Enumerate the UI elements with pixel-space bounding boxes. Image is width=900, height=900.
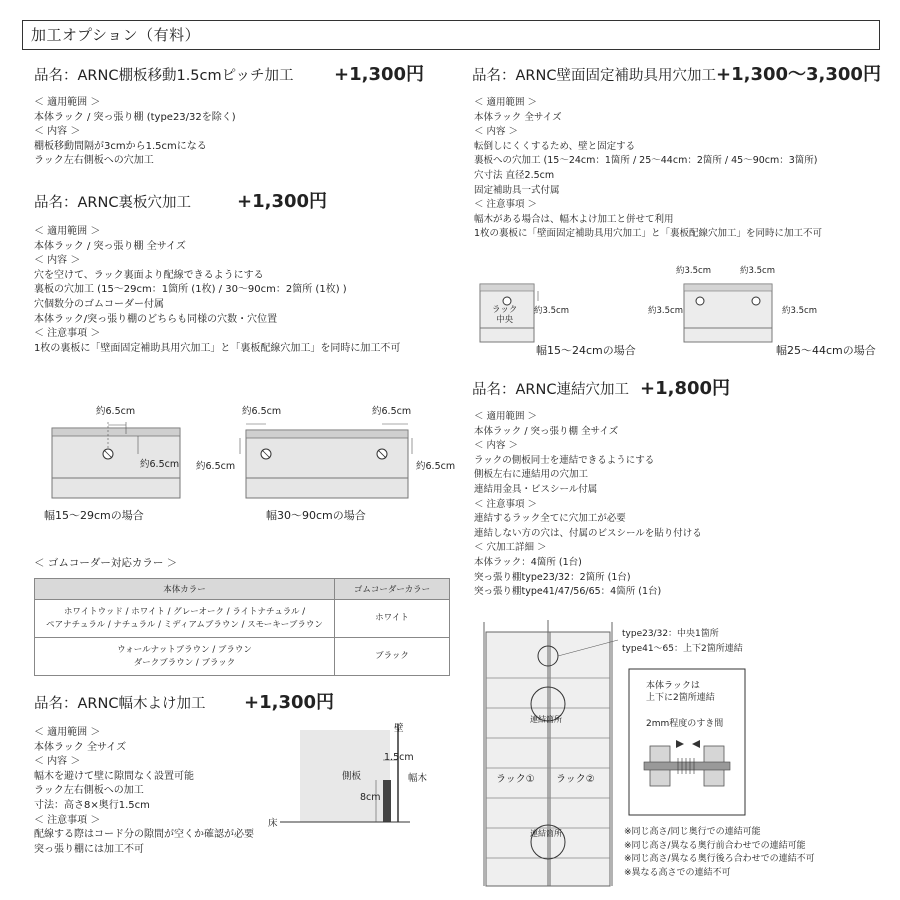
caption-wall-fix-wide: 幅25～44cmの場合 <box>776 344 876 357</box>
table-header-coder-color: ゴムコーダーカラー <box>335 579 450 600</box>
product-name-wall-fix: 品名：ARNC壁面固定補助具用穴加工 <box>472 68 716 84</box>
price-shelf-pitch: +1,300円 <box>334 64 425 85</box>
back-hole-wide-diagram <box>240 420 420 502</box>
connect-racks-diagram <box>478 618 618 890</box>
label-rack-2: ラック② <box>556 774 595 785</box>
price-back-hole: +1,300円 <box>237 191 328 212</box>
color-table-title: ＜ ゴムコーダー対応カラー ＞ <box>34 557 178 569</box>
label-approx-3-5-b: 約3.5cm <box>676 266 711 276</box>
price-baseboard: +1,300円 <box>244 692 335 713</box>
wall-fix-wide-diagram <box>680 282 780 346</box>
label-approx-6-5-f: 約6.5cm <box>416 461 456 472</box>
label-depth: 1.5cm <box>384 752 414 763</box>
label-approx-6-5-d: 約6.5cm <box>372 406 412 417</box>
rubber-coder-color-table <box>34 578 450 676</box>
caption-back-hole-narrow: 幅15～29cmの場合 <box>44 509 144 522</box>
product-name-baseboard: 品名：ARNC幅木よけ加工 <box>34 696 206 712</box>
wall-fix-details: ＜ 適用範囲 ＞ 本体ラック 全サイズ ＜ 内容 ＞ 転倒しにくくするため、壁と固定する 裏板への穴加工 (15～24cm：1箇所 / 25～44cm：2箇所 / 45～90cm：3箇所) 穴寸法 直径2.5cm 固定補助具一式付属 ＜ 注意事項 ＞ 幅木がある場合は、幅木よけ加工と併せて利用 1枚の裏板に「壁面固定補助具用穴加工」と「裏板配線穴加工」を同時に加工不可 <box>474 97 823 240</box>
label-gap: 2mm程度のすき間 <box>646 719 724 729</box>
label-approx-3-5-d: 約3.5cm <box>648 306 683 316</box>
label-approx-3-5-e: 約3.5cm <box>782 306 817 316</box>
label-joint-bottom: 連結箇所 <box>530 829 562 838</box>
label-height: 8cm <box>360 792 381 803</box>
label-type-a: type23/32：中央1箇所 <box>622 629 719 639</box>
table-row: ホワイトウッド / ホワイト / グレーオーク / ライトナチュラル / ペアナチュラル / ナチュラル / ミディアムブラウン / スモーキーブラウン ホワイト <box>35 600 450 638</box>
label-approx-6-5-c: 約6.5cm <box>242 406 282 417</box>
product-name-shelf-pitch: 品名：ARNC棚板移動1.5cmピッチ加工 <box>34 68 294 84</box>
shelf-pitch-details: ＜ 適用範囲 ＞ 本体ラック / 突っ張り棚 (type23/32を除く) ＜ 内容 ＞ 棚板移動間隔が3cmから1.5cmになる ラック左右側板への穴加工 <box>34 97 236 167</box>
table-header-body-color: 本体カラー <box>35 579 335 600</box>
label-approx-6-5-e: 約6.5cm <box>196 461 236 472</box>
label-wall: 壁 <box>394 723 404 734</box>
product-name-back-hole: 品名：ARNC裏板穴加工 <box>34 195 191 211</box>
table-row: ウォールナットブラウン / ブラウン ダークブラウン / ブラック ブラック <box>35 638 450 676</box>
caption-wall-fix-narrow: 幅15～24cmの場合 <box>536 344 636 357</box>
baseboard-details: ＜ 適用範囲 ＞ 本体ラック 全サイズ ＜ 内容 ＞ 幅木を避けて壁に隙間なく設置可能 ラック左右側板への加工 寸法：高さ8×奥行1.5cm ＜ 注意事項 ＞ 配線する際はコード分の隙間が空くか確認が必要 突っ張り棚には加工不可 <box>34 727 254 855</box>
label-type-b: type41～65：上下2箇所連結 <box>622 644 743 654</box>
label-baseboard: 幅木 <box>408 773 428 784</box>
label-approx-3-5-c: 約3.5cm <box>740 266 775 276</box>
back-hole-narrow-diagram <box>50 420 210 502</box>
price-wall-fix: +1,300～3,300円 <box>716 64 881 85</box>
label-joint-top: 連結箇所 <box>530 715 562 724</box>
section-header: 加工オプション（有料） <box>22 20 880 50</box>
label-rack-center: ラック 中央 <box>492 305 518 325</box>
label-approx-3-5-a: 約3.5cm <box>534 306 569 316</box>
label-box-title: 本体ラックは 上下に2箇所連結 <box>646 681 715 703</box>
caption-back-hole-wide: 幅30～90cmの場合 <box>266 509 366 522</box>
label-side-panel: 側板 <box>342 771 362 782</box>
connect-details: ＜ 適用範囲 ＞ 本体ラック / 突っ張り棚 全サイズ ＜ 内容 ＞ ラックの側板同士を連結できるようにする 側板左右に連結用の穴加工 連結用金具・ビスシール付属 ＜ 注意事項 ＞ 連結するラック全てに穴加工が必要 連結しない方の穴は、付属のビスシールを貼り付ける ＜ 穴加工詳細 ＞ 本体ラック：4箇所 (1台) 突っ張り棚type23/32：2箇所 (1台) 突っ張り棚type41/47/56/65：4箇所 (1台) <box>474 411 702 598</box>
connect-notes: ※同じ高さ/同じ奥行での連結可能 ※同じ高さ/異なる奥行前合わせでの連結可能 ※同じ高さ/異なる奥行後ろ合わせでの連結不可 ※異なる高さでの連結不可 <box>624 827 815 878</box>
label-approx-6-5-b: 約6.5cm <box>140 459 180 470</box>
back-hole-details: ＜ 適用範囲 ＞ 本体ラック / 突っ張り棚 全サイズ ＜ 内容 ＞ 穴を空けて、ラック裏面より配線できるようにする 裏板の穴加工 (15～29cm：1箇所 (1枚) / 30～90cm：2箇所 (1枚) ) 穴個数分のゴムコーダー付属 本体ラック/突っ張り棚のどちらも同様の穴数・穴位置 ＜ 注意事項 ＞ 1枚の裏板に「壁面固定補助具用穴加工」と「裏板配線穴加工」を同時に加工不可 <box>34 226 401 354</box>
product-name-connect: 品名：ARNC連結穴加工 <box>472 382 629 398</box>
price-connect: +1,800円 <box>640 378 731 399</box>
label-floor: 床 <box>268 818 278 829</box>
label-approx-6-5-a: 約6.5cm <box>96 406 136 417</box>
label-rack-1: ラック① <box>496 774 535 785</box>
